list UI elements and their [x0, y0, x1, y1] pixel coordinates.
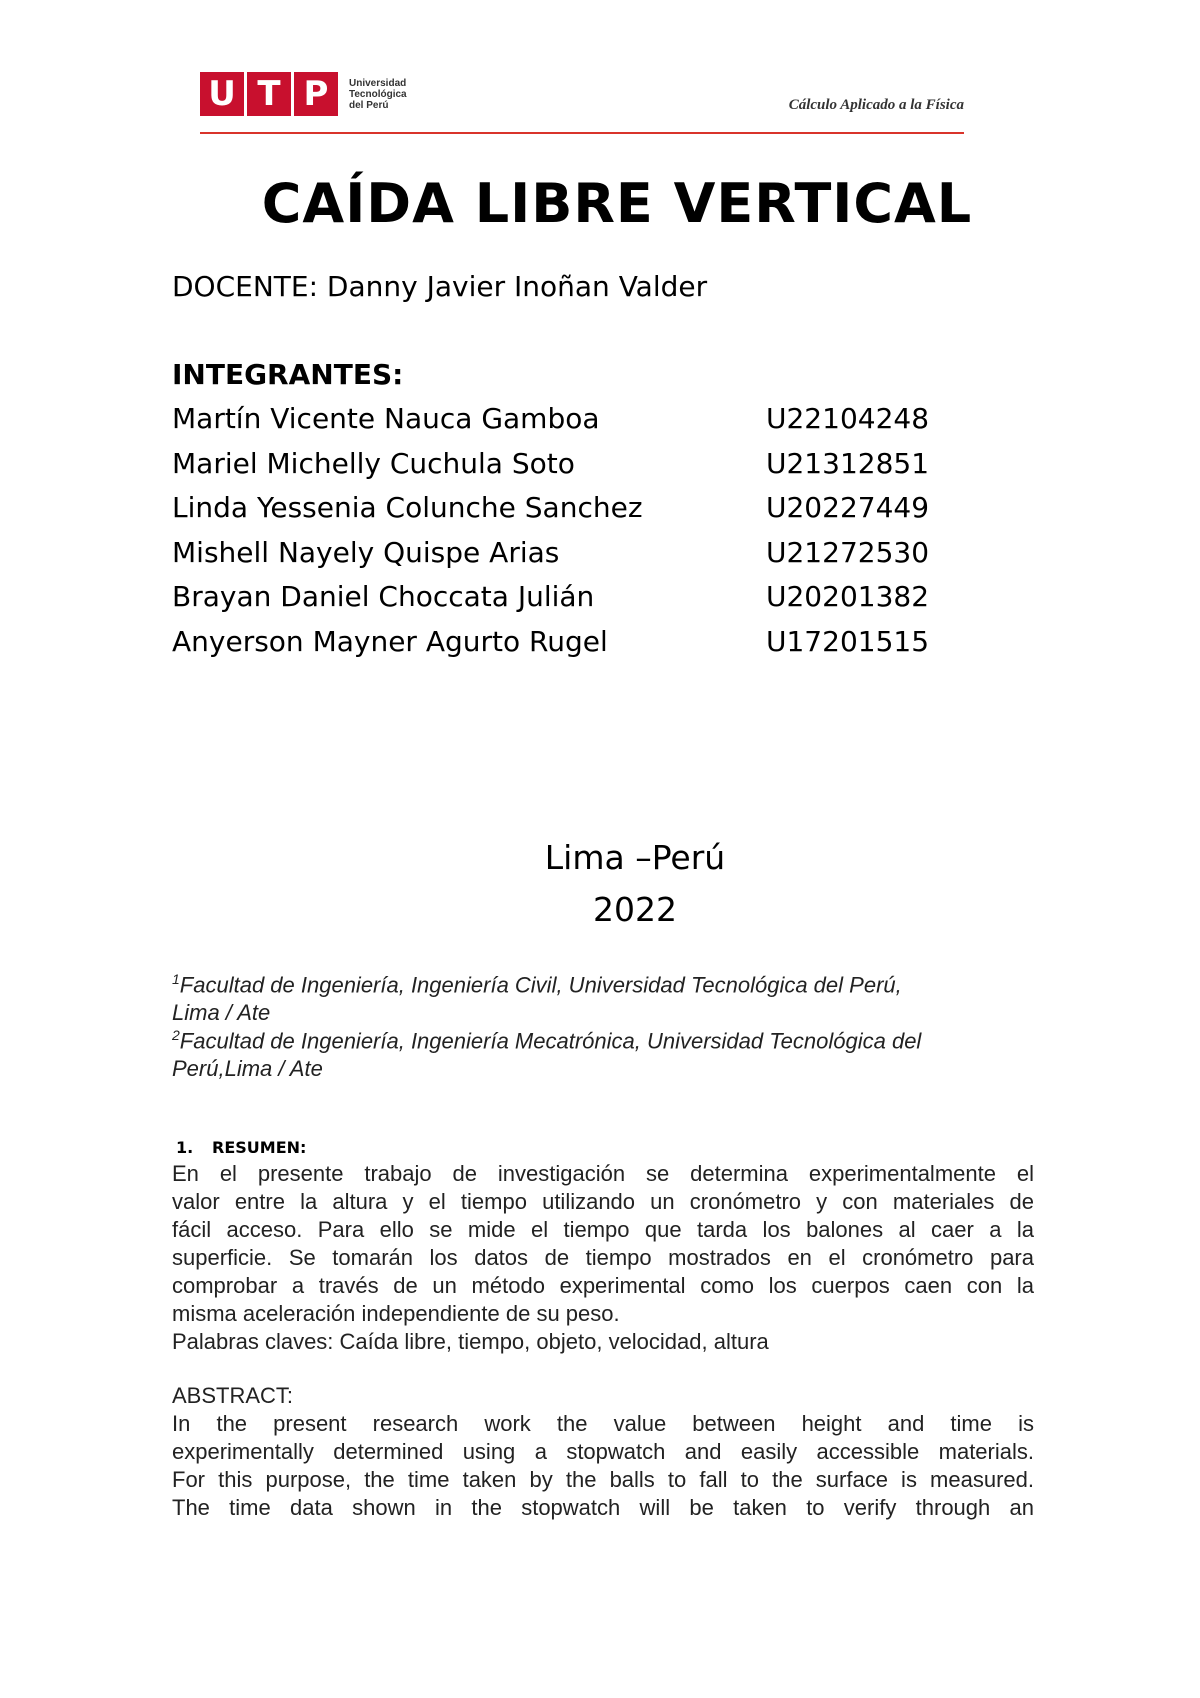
keywords: Palabras claves: Caída libre, tiempo, objeto, velocidad, altura [172, 1329, 769, 1354]
member-code: U17201515 [766, 625, 930, 658]
affiliation-text: Lima / Ate [172, 1000, 271, 1026]
member-row [172, 625, 952, 669]
course-name: Cálculo Aplicado a la Física [788, 97, 964, 113]
affiliation-mark: 2 [172, 1027, 180, 1043]
paragraph-line: fácil acceso. Para ello se mide el tiempo que tarda los balones al caer a la [172, 1217, 1034, 1242]
logo-university-name: Universidad Tecnológica del Perú [349, 77, 407, 111]
paragraph-line: In the present research work the value between height and time is [172, 1411, 1034, 1436]
member-code: U21312851 [766, 447, 930, 480]
abstract-paragraph [172, 1410, 1034, 1522]
logo-letter-u: U [200, 72, 244, 116]
utp-logo [200, 72, 407, 116]
header-divider [200, 132, 964, 134]
affiliation [172, 1021, 1012, 1083]
paragraph-line: experimentally determined using a stopwatch and easily accessible materials. [172, 1439, 1034, 1464]
section-title: RESUMEN: [212, 1138, 307, 1157]
section-number: 1. [176, 1138, 194, 1157]
member-name: Martín Vicente Nauca Gamboa [172, 402, 600, 435]
year: 2022 [593, 890, 677, 929]
member-row [172, 447, 952, 491]
paragraph-line: comprobar a través de un método experimental como los cuerpos caen con la [172, 1273, 1034, 1298]
teacher-line: DOCENTE: Danny Javier Inoñan Valder [172, 270, 708, 303]
logo-letter-p: P [294, 72, 338, 116]
affiliation-text: Perú,Lima / Ate [172, 1056, 323, 1082]
logo-letter-t: T [247, 72, 291, 116]
member-name: Linda Yessenia Colunche Sanchez [172, 491, 643, 524]
member-name: Mariel Michelly Cuchula Soto [172, 447, 575, 480]
paragraph-line: superficie. Se tomarán los datos de tiempo mostrados en el cronómetro para [172, 1245, 1034, 1270]
section-heading [176, 1138, 306, 1157]
affiliation [172, 965, 1012, 1027]
member-name: Brayan Daniel Choccata Julián [172, 580, 595, 613]
member-code: U21272530 [766, 536, 930, 569]
member-row [172, 536, 952, 580]
member-code: U20201382 [766, 580, 930, 613]
abstract-heading: ABSTRACT: [172, 1383, 294, 1408]
member-row [172, 491, 952, 535]
document-title: CAÍDA LIBRE VERTICAL [261, 172, 973, 235]
member-code: U22104248 [766, 402, 930, 435]
paragraph-line: misma aceleración independiente de su peso. [172, 1301, 620, 1326]
member-name: Mishell Nayely Quispe Arias [172, 536, 560, 569]
member-name: Anyerson Mayner Agurto Rugel [172, 625, 608, 658]
affiliation-mark: 1 [172, 971, 180, 987]
paragraph-line: valor entre la altura y el tiempo utilizando un cronómetro y con materiales de [172, 1189, 1034, 1214]
paragraph-line: For this purpose, the time taken by the balls to fall to the surface is measured. [172, 1467, 1034, 1492]
place: Lima –Perú [544, 838, 726, 877]
members-heading: INTEGRANTES: [172, 358, 404, 391]
paragraph-line: The time data shown in the stopwatch will be taken to verify through an [172, 1495, 1034, 1520]
paragraph-line: En el presente trabajo de investigación se determina experimentalmente el [172, 1161, 1034, 1186]
affiliation-text: Facultad de Ingeniería, Ingeniería Civil, Universidad Tecnológica del Perú, [179, 972, 902, 998]
resumen-paragraph [172, 1160, 1034, 1356]
member-row [172, 402, 952, 446]
member-row [172, 580, 952, 624]
affiliation-text: Facultad de Ingeniería, Ingeniería Mecatrónica, Universidad Tecnológica del [179, 1028, 922, 1054]
member-code: U20227449 [766, 491, 930, 524]
